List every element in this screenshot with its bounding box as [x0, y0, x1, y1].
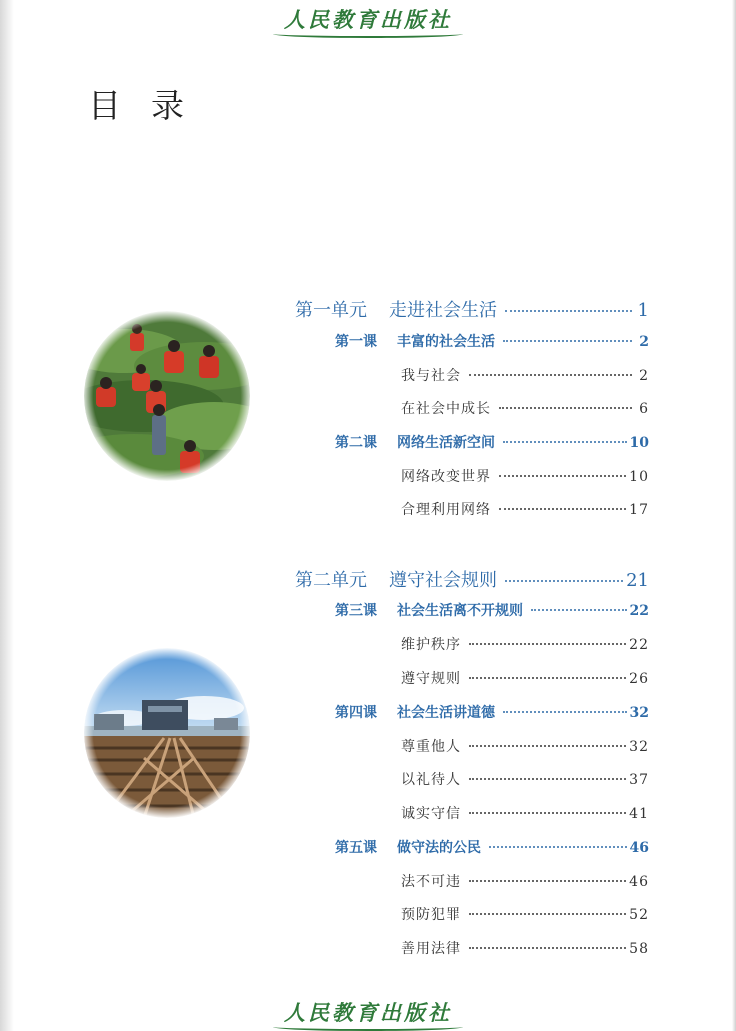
page-number: 2	[639, 334, 649, 350]
page-number: 22	[629, 603, 649, 619]
page-number: 52	[629, 907, 649, 923]
publisher-name: 人民教育出版社	[284, 7, 452, 32]
dot-leader	[503, 440, 627, 443]
lesson-number: 第三课	[335, 603, 377, 619]
dot-leader	[469, 642, 626, 645]
dot-leader	[469, 879, 626, 882]
page-number: 46	[629, 840, 649, 856]
dot-leader	[489, 845, 627, 848]
page-number: 10	[629, 435, 649, 451]
unit-number: 第一单元	[295, 300, 367, 321]
toc-topic[interactable]	[401, 736, 649, 756]
topic-title: 合理利用网络	[401, 502, 491, 518]
dot-leader	[469, 912, 626, 915]
dot-leader	[531, 608, 627, 611]
dot-leader	[469, 676, 626, 679]
topic-title: 善用法律	[401, 941, 461, 957]
topic-title: 在社会中成长	[401, 401, 491, 417]
dot-leader	[469, 373, 632, 376]
topic-title: 法不可违	[401, 874, 461, 890]
tea-field-photo	[84, 311, 250, 481]
unit-title: 遵守社会规则	[389, 570, 497, 591]
dot-leader	[469, 811, 626, 814]
toc-lesson-4[interactable]	[335, 702, 649, 722]
lesson-number: 第五课	[335, 840, 377, 856]
topic-title: 遵守规则	[401, 671, 461, 687]
unit-title: 走进社会生活	[389, 300, 497, 321]
topic-title: 预防犯罪	[401, 907, 461, 923]
page-number: 1	[637, 300, 649, 321]
topic-title: 维护秩序	[401, 637, 461, 653]
lesson-title: 社会生活讲道德	[397, 705, 495, 721]
page-number: 32	[629, 739, 649, 755]
topic-title: 诚实守信	[401, 806, 461, 822]
toc-topic[interactable]	[401, 365, 649, 385]
unit-number: 第二单元	[295, 570, 367, 591]
toc-topic[interactable]	[401, 398, 649, 418]
page-number: 26	[629, 671, 649, 687]
toc-topic[interactable]	[401, 634, 649, 654]
lesson-title: 社会生活离不开规则	[397, 603, 523, 619]
publisher-logo-top	[0, 4, 736, 38]
toc-topic[interactable]	[401, 904, 649, 924]
toc-topic[interactable]	[401, 466, 649, 486]
page-number: 17	[629, 502, 649, 518]
page-title: 目录	[88, 86, 214, 125]
dot-leader	[469, 946, 626, 949]
toc-topic[interactable]	[401, 803, 649, 823]
page-number: 10	[629, 469, 649, 485]
lesson-number: 第四课	[335, 705, 377, 721]
dot-leader	[499, 507, 626, 510]
page-number: 46	[629, 874, 649, 890]
toc-topic[interactable]	[401, 668, 649, 688]
railway-photo	[84, 648, 250, 818]
toc-lesson-2[interactable]	[335, 432, 649, 452]
dot-leader	[469, 777, 626, 780]
publisher-logo-bottom	[0, 997, 736, 1031]
lesson-title: 网络生活新空间	[397, 435, 495, 451]
toc-topic[interactable]	[401, 499, 649, 519]
lesson-title: 做守法的公民	[397, 840, 481, 856]
page-number: 32	[629, 705, 649, 721]
topic-title: 我与社会	[401, 368, 461, 384]
toc-lesson-5[interactable]	[335, 837, 649, 857]
page-number: 21	[626, 570, 649, 591]
page-number: 22	[629, 637, 649, 653]
lesson-number: 第一课	[335, 334, 377, 350]
page-number: 37	[629, 772, 649, 788]
toc-topic[interactable]	[401, 871, 649, 891]
toc-topic[interactable]	[401, 938, 649, 958]
dot-leader	[503, 339, 632, 342]
dot-leader	[505, 309, 632, 312]
topic-title: 网络改变世界	[401, 469, 491, 485]
page-number: 41	[629, 806, 649, 822]
topic-title: 尊重他人	[401, 739, 461, 755]
dot-leader	[503, 710, 627, 713]
dot-leader	[469, 744, 626, 747]
page-number: 2	[639, 368, 649, 384]
page-number: 6	[639, 401, 649, 417]
toc-unit-1[interactable]	[295, 296, 649, 322]
lesson-number: 第二课	[335, 435, 377, 451]
publisher-name: 人民教育出版社	[284, 1000, 452, 1025]
toc-lesson-1[interactable]	[335, 331, 649, 351]
toc-unit-2[interactable]	[295, 566, 649, 592]
page-edge-shadow-right	[732, 0, 736, 1031]
page-number: 58	[629, 941, 649, 957]
dot-leader	[499, 474, 626, 477]
toc-lesson-3[interactable]	[335, 600, 649, 620]
toc-topic[interactable]	[401, 769, 649, 789]
topic-title: 以礼待人	[401, 772, 461, 788]
dot-leader	[505, 579, 623, 582]
page-edge-shadow	[0, 0, 14, 1031]
lesson-title: 丰富的社会生活	[397, 334, 495, 350]
dot-leader	[499, 406, 632, 409]
